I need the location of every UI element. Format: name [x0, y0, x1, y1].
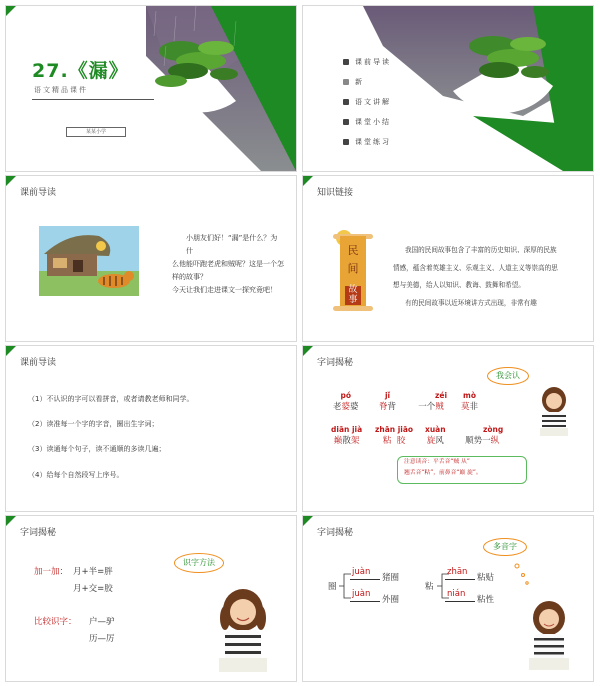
bullet-icon: [343, 99, 349, 105]
corner-accent: [303, 516, 313, 526]
pinyin: mò: [463, 391, 476, 400]
menu-item-label: 课堂小结: [355, 118, 391, 126]
slide-heading: 字词揭秘: [20, 528, 57, 538]
target-char: 巅: [333, 436, 343, 446]
menu-item-summary[interactable]: [343, 116, 391, 128]
story-intro: [172, 232, 284, 297]
comparison: 户—驴: [89, 617, 115, 627]
slide-word-recognition[interactable]: [303, 346, 593, 511]
girl-reading-image: [535, 386, 573, 438]
story-illustration: [39, 226, 139, 296]
pinyin-word: [333, 390, 359, 414]
step-item: （2）读准每一个字的字音，圈出生字词；: [28, 420, 159, 428]
step-item: （1）不认识的字可以看拼音，或者请教老师和同学。: [28, 395, 194, 403]
pinyin-word: [425, 424, 446, 448]
note-line: 注意读音：平舌音“贼 从”: [404, 459, 470, 465]
target-char: 莫: [461, 402, 470, 412]
paragraph-line: 情感，蕴含着英雄主义、乐观主义、人道主义等崇高的思: [393, 263, 558, 272]
corner-accent: [303, 176, 313, 186]
target-char: 纵: [490, 436, 500, 446]
paragraph-line: 我国的民间故事包含了丰富的历史知识、深厚的民族: [405, 246, 557, 254]
underline: [445, 579, 475, 580]
paragraph-line: 想与美德，给人以知识、教诲、鼓舞和希望。: [393, 281, 525, 289]
target-char: 婆: [341, 402, 351, 412]
lesson-title: 27.《漏》: [32, 60, 129, 82]
pinyin: zòng: [483, 425, 504, 434]
pinyin: jǐ: [384, 391, 391, 400]
pinyin: pó: [340, 391, 352, 400]
word-part: 一个: [418, 402, 436, 412]
paragraph-line: 有的民间故事以近环境讲方式出现，非常有趣: [405, 298, 537, 307]
comparison: 历—厉: [89, 634, 115, 644]
pinyin: xuàn: [425, 425, 446, 434]
slide-heading: 课前导读: [20, 358, 57, 368]
lesson-subtitle: 语文精品课件: [34, 86, 88, 94]
target-char: 架: [350, 436, 360, 446]
example-word: 猪圈: [382, 573, 400, 583]
slide-polyphonic[interactable]: [303, 516, 593, 681]
underline: [445, 601, 475, 602]
speech-bubble: 多音字: [483, 538, 527, 556]
scroll-bottom-roll: [333, 306, 373, 311]
target-char: 胶: [396, 436, 406, 446]
scroll-char: 间: [347, 262, 359, 275]
example-word: 粘贴: [477, 573, 495, 583]
story-line: 么他能吓跑老虎和贼呢？这是一个怎: [172, 260, 284, 268]
knowledge-paragraph: [393, 242, 583, 312]
pinyin-word: [379, 390, 396, 414]
polyphonic-char: 粘: [425, 582, 434, 592]
method-label: 比较识字：: [34, 617, 77, 627]
menu-item-label: 课堂练习: [355, 138, 391, 146]
pinyin-reading: juàn: [352, 589, 371, 599]
slide-character-methods[interactable]: [6, 516, 296, 681]
bullet-icon: [343, 139, 349, 145]
school-tag: 某某小学: [66, 127, 126, 137]
corner-accent: [6, 346, 16, 356]
slide-reading-steps[interactable]: [6, 346, 296, 511]
pinyin: zhān jiāo: [375, 425, 414, 434]
underline: [350, 601, 380, 602]
corner-accent: [6, 516, 16, 526]
word-part: 背: [387, 402, 397, 412]
bubble-dots: [513, 561, 533, 591]
equation: 月+半=胖: [73, 567, 113, 577]
pinyin-word: [375, 424, 413, 448]
target-char: 粘: [382, 436, 392, 446]
story-line: 小朋友们好！“漏”是什么？为什: [186, 234, 278, 255]
word-part: 顺势一: [465, 436, 491, 446]
slide-pre-reading[interactable]: [6, 176, 296, 341]
pinyin-word: [461, 424, 503, 448]
seal-char: 故: [348, 285, 358, 295]
polyphonic-char: 圈: [328, 582, 337, 592]
slide-heading: 字词揭秘: [317, 358, 354, 368]
word-part: 风: [435, 436, 444, 446]
note-line: 翘舌音“粘”，前鼻音“巅 旋”。: [404, 470, 482, 476]
menu-item-pre-reading[interactable]: [343, 56, 391, 68]
slide-heading: 课前导读: [20, 188, 57, 198]
girl-reading-image: [525, 600, 573, 672]
menu-item-lecture[interactable]: [343, 96, 391, 108]
bullet-icon: [343, 119, 349, 125]
menu-item-label: 语文讲解: [355, 98, 391, 106]
word-part: 非: [469, 402, 479, 412]
speech-bubble: 我会认: [487, 367, 529, 385]
slide-knowledge-link[interactable]: [303, 176, 593, 341]
pinyin-reading: zhān: [447, 567, 468, 577]
title-divider: [32, 99, 154, 100]
slide-menu[interactable]: [303, 6, 593, 171]
step-item: （4）给每个自然段写上序号。: [28, 471, 124, 479]
method-label: 加一加：: [34, 567, 69, 577]
menu-item-practice[interactable]: [343, 136, 391, 148]
corner-accent: [303, 346, 313, 356]
target-char: 贼: [435, 402, 444, 412]
pronunciation-note: [397, 456, 527, 484]
story-line: 样的故事？: [172, 273, 207, 281]
pinyin-word: [415, 390, 447, 414]
pinyin-reading: nián: [447, 589, 466, 599]
slide-title[interactable]: [6, 6, 296, 171]
example-word: 外圈: [382, 595, 400, 605]
speech-bubble: 识字方法: [174, 553, 224, 573]
underline: [350, 579, 380, 580]
bracket-lines: [339, 572, 351, 602]
word-part: 老: [333, 402, 342, 412]
menu-item-label: 新: [355, 78, 364, 86]
word-part: 散: [342, 436, 351, 446]
corner-accent: [6, 176, 16, 186]
pinyin-word: [461, 390, 478, 414]
target-char: 脊: [379, 402, 388, 412]
folk-story-scroll: [340, 236, 366, 308]
slide-heading: 字词揭秘: [317, 528, 354, 538]
pinyin-reading: juàn: [352, 567, 371, 577]
pinyin: zéi: [435, 391, 448, 400]
equation: 月+交=胶: [73, 584, 113, 594]
bullet-icon: [343, 59, 349, 65]
slide-heading: 知识链接: [317, 188, 354, 198]
step-item: （3）读通每个句子，读不通顺的多读几遍；: [28, 445, 166, 453]
bullet-icon: [343, 79, 349, 85]
seal-char: 事: [348, 294, 358, 305]
word-part: 婆: [350, 402, 359, 412]
menu-item-label: 课前导读: [355, 58, 391, 66]
scroll-char: 民: [347, 244, 359, 257]
story-line: 今天让我们走进课文一探究竟吧！: [172, 286, 277, 294]
pinyin: diān jià: [331, 425, 363, 434]
pinyin-word: [331, 424, 362, 448]
target-char: 旋: [426, 436, 436, 446]
menu-item-new[interactable]: [343, 76, 364, 88]
scroll-seal: [345, 286, 361, 305]
girl-reading-image: [213, 588, 273, 676]
example-word: 粘性: [477, 595, 495, 605]
